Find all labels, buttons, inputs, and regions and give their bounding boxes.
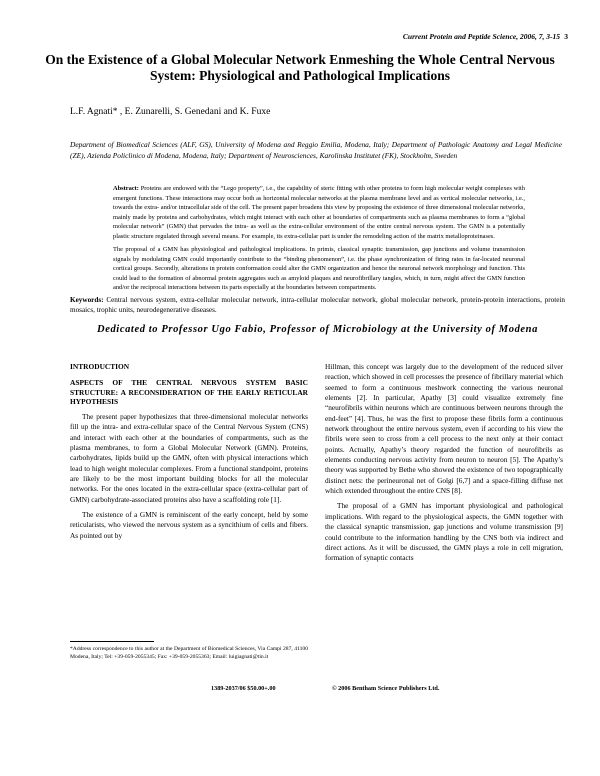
body-paragraph: The present paper hypothesizes that three-dimensional molecular networks fill up the intra- and extra-cellular space of the Central Nervous System (CNS) and interact with each other at the boundaries of compartments, such as the plasma membranes, to form a Global Molecular Network (GMN). Proteins, carbohydrates, lipids build up the GMN, often with physical interactions which lead to high weight molecular complexes. From a functional standpoint, proteins are likely to be the most important building blocks for all the molecular networks. For the ones located in the extra-cellular space (extra-cellular part of GMN) carbohydrate-associated proteins also have a scaffolding role [1]. [70,411,308,504]
abstract-paragraph [113,184,525,241]
footnote-divider [70,641,154,642]
introduction-heading: INTRODUCTION [70,362,130,371]
keywords-text: Central nervous system, extra-cellular molecular network, intra-cellular molecular network, global molecular network, protein-protein interactions, protein mosaics, trophic units, neurodegenerative diseases. [70,296,565,314]
correspondence-footnote: *Address correspondence to this author at the Department of Biomedical Sciences, Via Campi 287, 41100 Modena, Italy; Tel: +39-059-2055345; Fax: +39-059-2055363; Email: luigiagnati@tin.it [70,646,308,661]
left-column [70,362,308,541]
body-paragraph: The existence of a GMN is reminiscent of the early concept, held by some reticularists, who viewed the nervous system as a syncithium of cells and fibers. As pointed out by [70,509,308,540]
right-column [325,362,563,564]
copyright-notice: © 2006 Bentham Science Publishers Ltd. [332,685,440,692]
issn-price: 1389-2037/06 $50.00+.00 [211,685,276,692]
section-heading: ASPECTS OF THE CENTRAL NERVOUS SYSTEM BASIC STRUCTURE: A RECONSIDERATION OF THE EARLY RETICULAR HYPOTHESIS [70,378,308,407]
abstract-label: Abstract: [113,185,139,192]
dedication: Dedicated to Professor Ugo Fabio, Professor of Microbiology at the University of Modena [97,324,538,335]
page-number: 3 [564,32,568,41]
keywords [70,295,565,315]
abstract-text: Proteins are endowed with the “Lego property”, i.e., the capability of steric fitting with other proteins to form high molecular weight complexes with emergent functions. These interactions may occur both as horizontal molecular networks at the plasma membrane level and as vertical molecular networks, i.e., towards the extra- and/or intracellular side of the cell. The present paper broadens this view by proposing the existence of three dimensional molecular networks, mainly made by proteins and carbohydrates, which might interact with each other at boundaries of compartments such as plasma membranes to form a “global molecular network” (GMN) that pervades the intra- as well as the extra-cellular environment of the entire central nervous system. The GMN is a potentially plastic structure regulated through several means. For example, its extra-cellular part is under the remodeling action of the matrix metalloproteinases. [113,185,525,240]
author-list: L.F. Agnati* , E. Zunarelli, S. Genedani and K. Fuxe [70,107,271,117]
body-paragraph: The proposal of a GMN has important physiological and pathological implications. With regard to the physiological aspects, the GMN together with the classical synaptic transmission, gap junctions and volume transmission [9] could contribute to the information handling by the CNS both via indirect and direct actions. As it will be discussed, the GMN plays a role in cell migration, formation of synaptic contacts [325,501,563,563]
abstract-paragraph: The proposal of a GMN has physiological and pathological implications. In primis, classical synaptic transmission, gap junctions and volume transmission signals by modulating GMN could importantly contribute to the “binding phenomenon”, i.e. the phase synchronization of firing rates in far-located neuronal cortical groups. Secondly, alterations in protein conformation could alter the GMN organization and hence the neuronal network morphology and function. This could lead to the formation of abnormal protein aggregates such as amyloid plaques and neurofibrillary tangles, which, in turn, might affect the GMN function and/or the reciprocal interactions between its parts especially at the boundaries between compartments. [113,246,525,291]
body-paragraph: Hillman, this concept was largely due to the development of the reduced silver reaction, which showed in cell processes the presence of fibrillary material which seemed to form a continuous meshwork connecting the various neuronal elements [2]. In particular, Apathy [3] could visualize extremely fine “neurofibrils within neurons which are continuous between neurons through the end-feet” [4]. Thus, he was the first to propose these fibrils form a continuous network throughout the entire nervous system, even if according to his view the fibrils were seen to cross from a cell process to the next only at their contact points. Actually, Apathy’s theory regarded the function of neurofibrils as elements conducting nervous activity from neuron to neuron [5]. The Apathy’s theory was supported by Bethe who showed the existence of two topographically distinct nets: the perineuronal net of Golgi [6,7] and a space-filling diffuse net which extended throughout the entire CNS [8]. [325,362,563,496]
journal-citation: Current Protein and Peptide Science, 2006, 7, 3-15 [402,32,560,41]
abstract [113,184,525,293]
article-title: On the Existence of a Global Molecular Network Enmeshing the Whole Central Nervous System: Physiological and Pathological Implications [45,52,555,83]
affiliations: Department of Biomedical Sciences (ALF, GS), University of Modena and Reggio Emilia, Modena, Italy; Department of Pathologic Anatomy and Legal Medicine (ZE), Azienda Policlinico di Modena, Modena, Italy; Department of Neurosciences, Karolinska Institutet (FK), Stockholm, Sweden [70,140,562,161]
keywords-label: Keywords: [70,296,104,304]
